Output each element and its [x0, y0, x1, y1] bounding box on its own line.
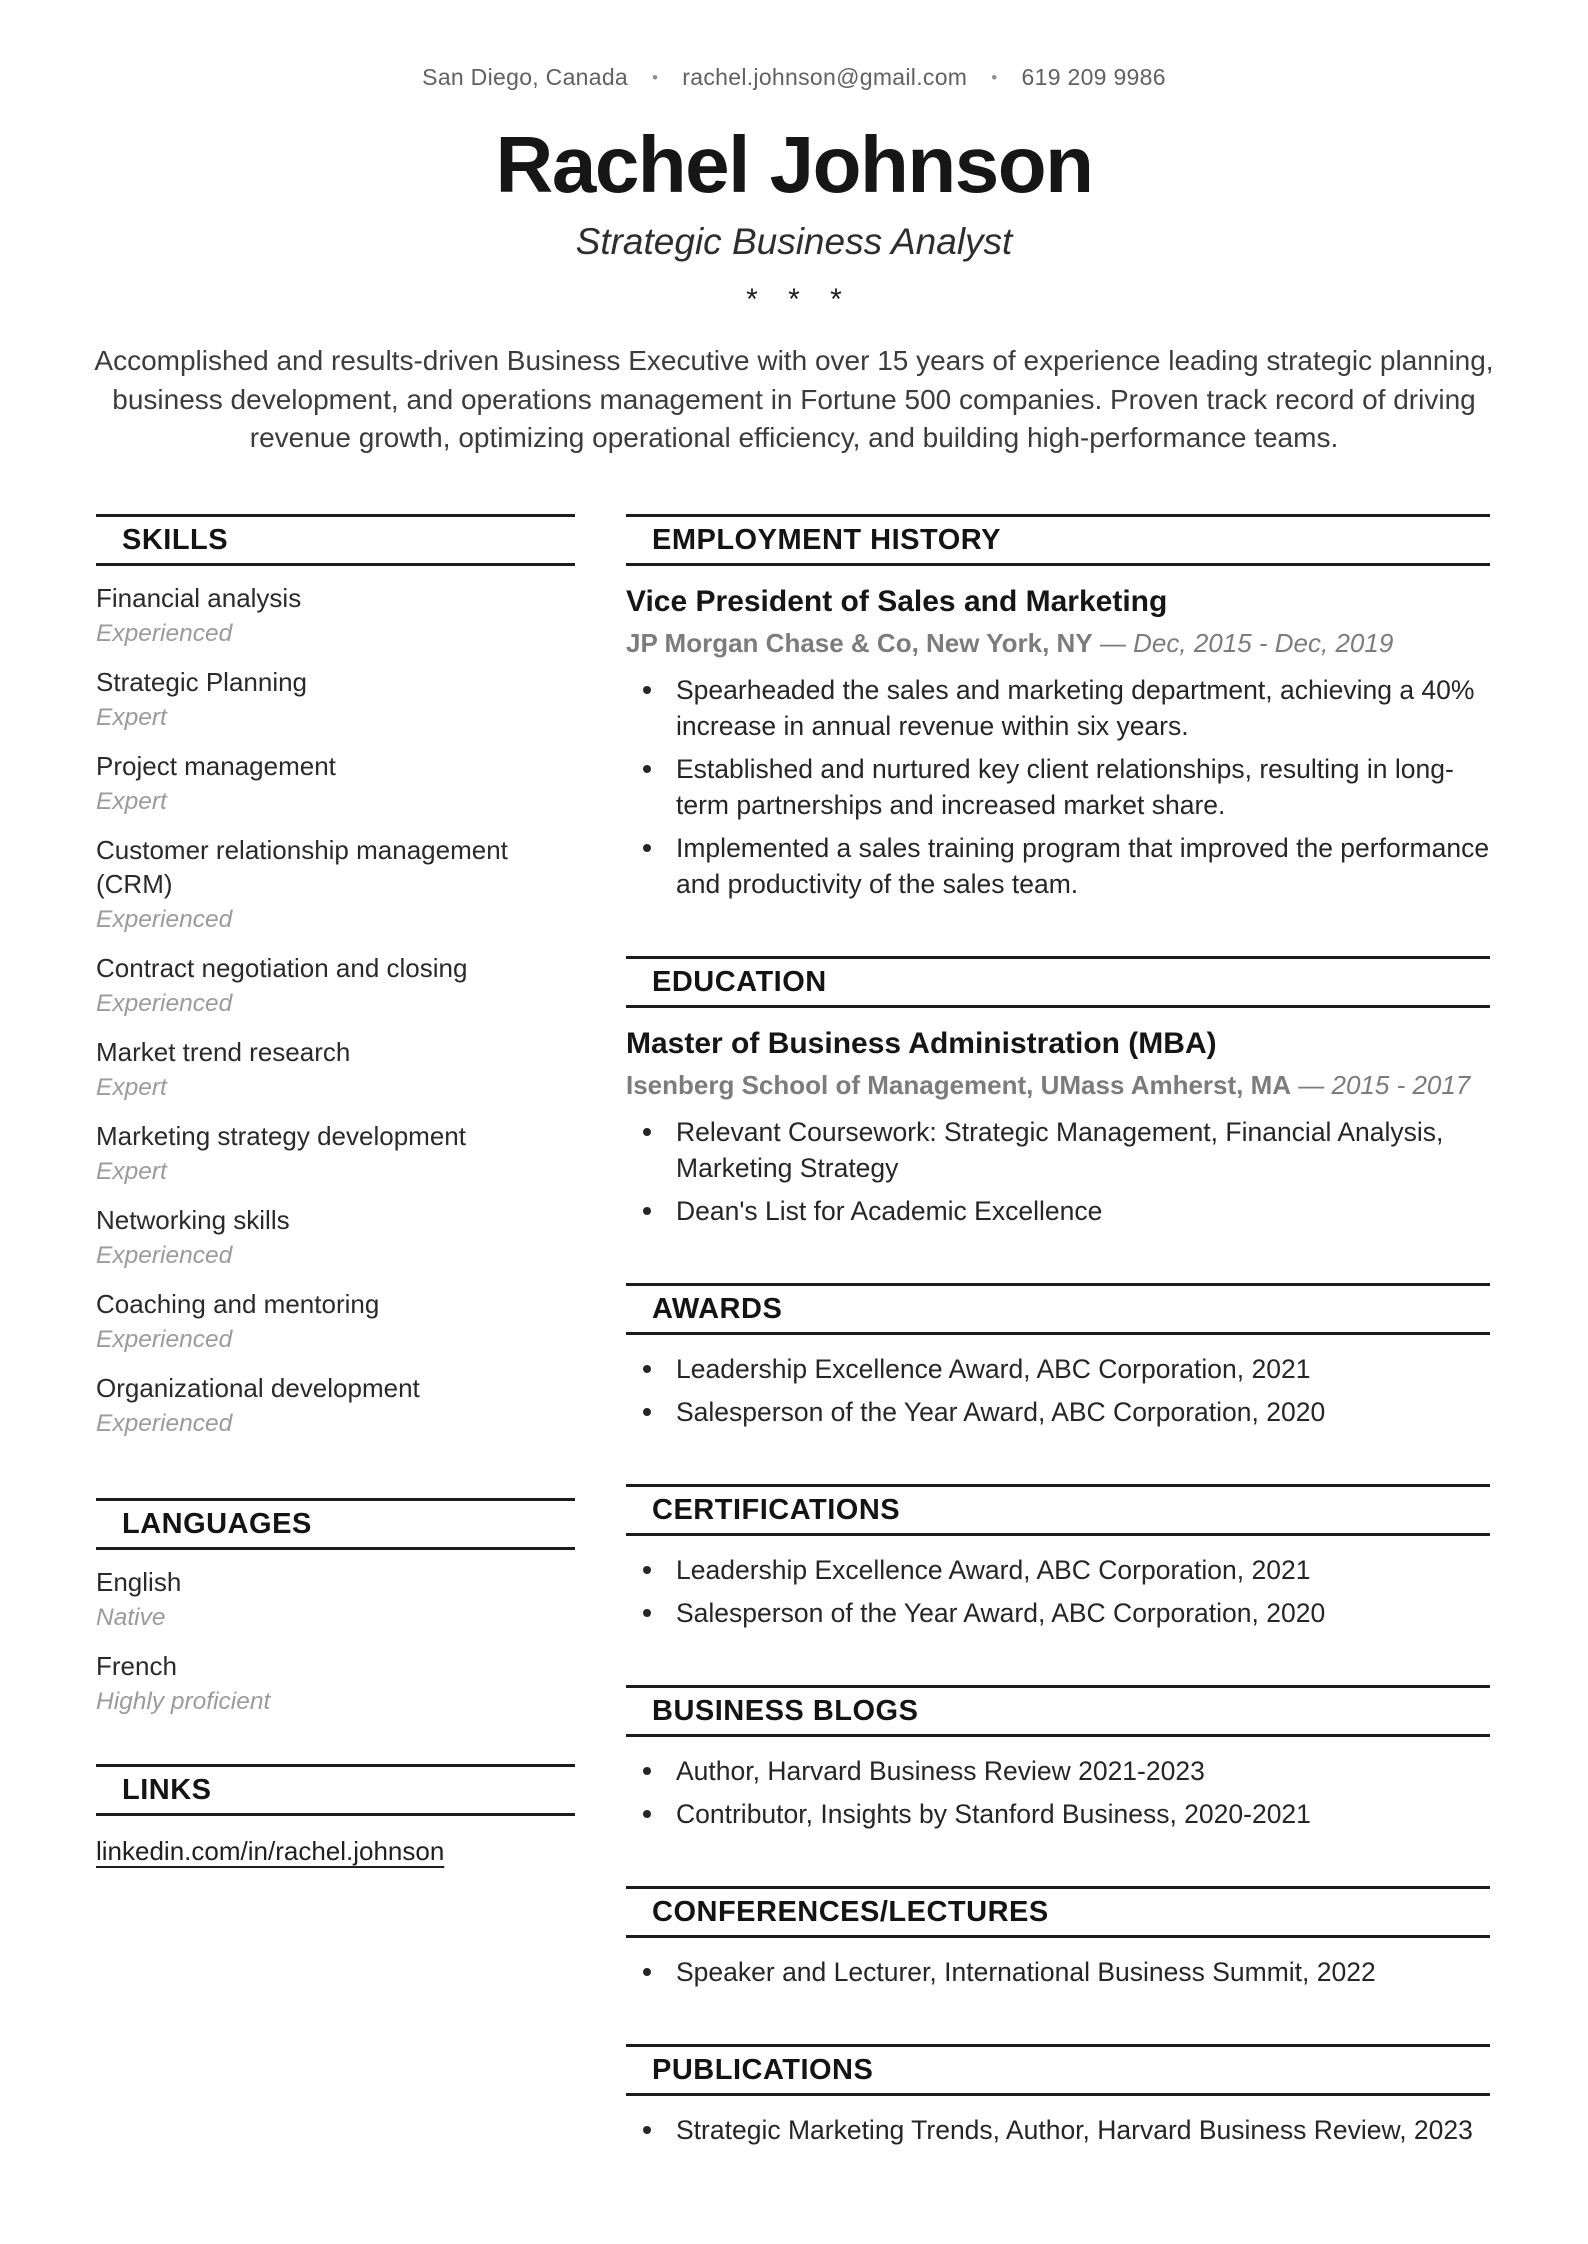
languages-list — [96, 1565, 575, 1718]
languages-heading: LANGUAGES — [96, 1498, 575, 1550]
certifications-section — [626, 1484, 1490, 1631]
skill-name: Contract negotiation and closing — [96, 952, 468, 983]
skill-name: Project management — [96, 750, 336, 781]
award-bullet: Salesperson of the Year Award, ABC Corporation, 2020 — [626, 1394, 1490, 1430]
links-heading: LINKS — [96, 1764, 575, 1816]
job-bullet: Spearheaded the sales and marketing department, achieving a 40% increase in annual revenue within six years. — [626, 672, 1490, 744]
contact-email: rachel.johnson@gmail.com — [682, 64, 968, 90]
job-bullet: Established and nurtured key client relationships, resulting in long-term partnerships and increased market share. — [626, 751, 1490, 823]
job-title: Vice President of Sales and Marketing — [626, 584, 1168, 618]
conferences-section — [626, 1886, 1490, 1990]
skill-item — [96, 1203, 575, 1272]
business-blogs-section — [626, 1685, 1490, 1832]
education-bullet: Dean's List for Academic Excellence — [626, 1193, 1490, 1229]
conferences-bullet-list — [626, 1954, 1490, 1990]
degree-meta — [626, 1070, 1490, 1101]
links-section — [96, 1764, 575, 1867]
left-column — [96, 514, 575, 1867]
skill-item — [96, 1287, 575, 1356]
linkedin-link[interactable]: linkedin.com/in/rachel.johnson — [96, 1835, 445, 1866]
contact-separator-dot: • — [991, 68, 998, 87]
awards-heading: AWARDS — [626, 1283, 1490, 1335]
degree-meta-dash: — — [1298, 1069, 1325, 1100]
person-name: Rachel Johnson — [495, 120, 1093, 209]
degree-dates: 2015 - 2017 — [1331, 1069, 1471, 1100]
language-item — [96, 1565, 575, 1634]
publications-bullet-list — [626, 2112, 1490, 2148]
asterisk-ornament: * * * — [746, 283, 853, 316]
skill-level: Expert — [96, 787, 167, 815]
education-bullet: Relevant Coursework: Strategic Management, Financial Analysis, Marketing Strategy — [626, 1114, 1490, 1186]
skill-level: Experienced — [96, 619, 233, 647]
skill-name: Coaching and mentoring — [96, 1288, 380, 1319]
skill-name: Organizational development — [96, 1372, 420, 1403]
business-blog-bullet: Contributor, Insights by Stanford Business, 2020-2021 — [626, 1796, 1490, 1832]
certification-bullet: Salesperson of the Year Award, ABC Corporation, 2020 — [626, 1595, 1490, 1631]
certifications-bullet-list — [626, 1552, 1490, 1631]
business-blogs-heading: BUSINESS BLOGS — [626, 1685, 1490, 1737]
skills-list — [96, 581, 575, 1440]
award-bullet: Leadership Excellence Award, ABC Corporation, 2021 — [626, 1351, 1490, 1387]
person-job-title: Strategic Business Analyst — [575, 221, 1013, 262]
education-heading: EDUCATION — [626, 956, 1490, 1008]
profile-summary: Accomplished and results-driven Business Executive with over 15 years of experience leading strategic planning, business development, and operations management in Fortune 500 companies. Proven track record of driving revenue growth, optimizing operational efficiency, and building high-performance teams. — [94, 345, 1494, 453]
skill-item — [96, 1035, 575, 1104]
business-blog-bullet: Author, Harvard Business Review 2021-2023 — [626, 1753, 1490, 1789]
contact-line — [0, 0, 1588, 91]
skill-level: Experienced — [96, 989, 233, 1017]
job-company: JP Morgan Chase & Co, New York, NY — [626, 627, 1093, 658]
job-bullet-list — [626, 672, 1490, 902]
job-meta-dash: — — [1099, 627, 1126, 658]
skill-level: Experienced — [96, 1241, 233, 1269]
employment-heading: EMPLOYMENT HISTORY — [626, 514, 1490, 566]
contact-location: San Diego, Canada — [422, 64, 629, 90]
skill-item — [96, 665, 575, 734]
contact-phone: 619 209 9986 — [1021, 64, 1166, 90]
employment-section — [626, 514, 1490, 902]
skill-name: Networking skills — [96, 1204, 290, 1235]
job-bullet: Implemented a sales training program that improved the performance and productivity of the sales team. — [626, 830, 1490, 902]
skill-level: Experienced — [96, 905, 233, 933]
skill-item — [96, 833, 575, 936]
publications-section — [626, 2044, 1490, 2148]
publication-bullet: Strategic Marketing Trends, Author, Harvard Business Review, 2023 — [626, 2112, 1490, 2148]
awards-section — [626, 1283, 1490, 1430]
certification-bullet: Leadership Excellence Award, ABC Corporation, 2021 — [626, 1552, 1490, 1588]
skills-section — [96, 514, 575, 1440]
skill-item — [96, 749, 575, 818]
business-blogs-bullet-list — [626, 1753, 1490, 1832]
job-meta — [626, 628, 1490, 659]
skill-item — [96, 1371, 575, 1440]
language-level: Highly proficient — [96, 1687, 271, 1715]
language-level: Native — [96, 1603, 166, 1631]
conferences-heading: CONFERENCES/LECTURES — [626, 1886, 1490, 1938]
right-column — [626, 514, 1490, 2155]
skill-name: Customer relationship management (CRM) — [96, 834, 508, 899]
conference-bullet: Speaker and Lecturer, International Business Summit, 2022 — [626, 1954, 1490, 1990]
skill-level: Expert — [96, 1073, 167, 1101]
education-bullet-list — [626, 1114, 1490, 1229]
degree-title: Master of Business Administration (MBA) — [626, 1026, 1217, 1060]
skill-level: Experienced — [96, 1409, 233, 1437]
language-name: English — [96, 1566, 182, 1597]
skill-item — [96, 1119, 575, 1188]
skill-name: Financial analysis — [96, 582, 302, 613]
language-name: French — [96, 1650, 177, 1681]
skill-level: Expert — [96, 703, 167, 731]
contact-separator-dot: • — [652, 68, 659, 87]
job-dates: Dec, 2015 - Dec, 2019 — [1133, 627, 1394, 658]
skill-level: Experienced — [96, 1325, 233, 1353]
skill-level: Expert — [96, 1157, 167, 1185]
skill-item — [96, 581, 575, 650]
skills-heading: SKILLS — [96, 514, 575, 566]
resume-body-columns — [0, 514, 1588, 2155]
skill-name: Market trend research — [96, 1036, 351, 1067]
certifications-heading: CERTIFICATIONS — [626, 1484, 1490, 1536]
degree-school: Isenberg School of Management, UMass Amherst, MA — [626, 1069, 1292, 1100]
languages-section — [96, 1498, 575, 1718]
language-item — [96, 1649, 575, 1718]
education-section — [626, 956, 1490, 1229]
awards-bullet-list — [626, 1351, 1490, 1430]
skill-name: Strategic Planning — [96, 666, 308, 697]
publications-heading: PUBLICATIONS — [626, 2044, 1490, 2096]
skill-name: Marketing strategy development — [96, 1120, 466, 1151]
resume-header — [0, 0, 1588, 458]
skill-item — [96, 951, 575, 1020]
